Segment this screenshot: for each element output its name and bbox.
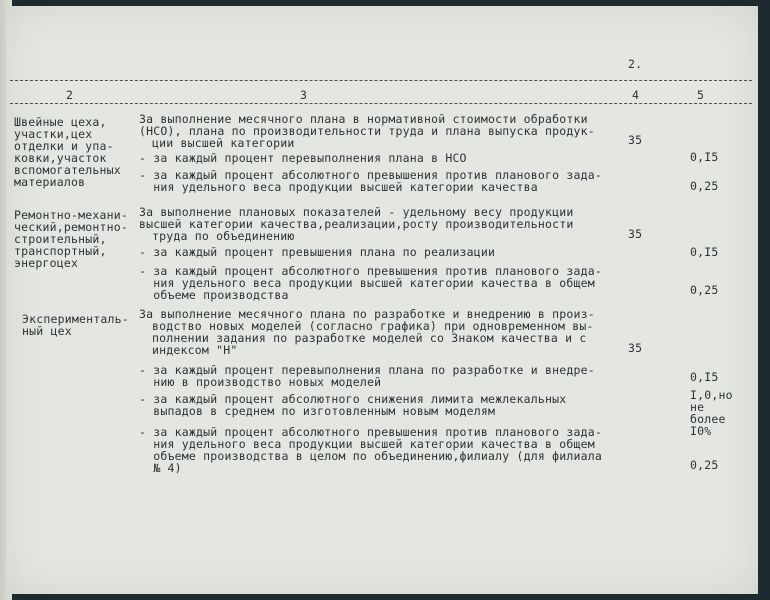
- main-value: 35: [628, 227, 643, 241]
- condition-line: За выполнение месячного плана в нормативной стоимости обработки: [139, 112, 588, 126]
- condition-line: (НСО), плана по производительности труда и плана выпуска продук-: [139, 124, 595, 138]
- unit-name-line: ческий,ремонтно-: [14, 220, 128, 234]
- column-header-4: 4: [632, 88, 640, 102]
- item-value: I,0,но не более I0%: [690, 388, 733, 438]
- document-page: [6, 6, 758, 594]
- unit-name-line: Эксперименталь-: [22, 312, 129, 326]
- item-value: 0,I5: [690, 370, 719, 384]
- condition-line: ции высшей категории: [152, 136, 295, 150]
- condition-line: высшей категории качества,реализации,росту производительности: [139, 217, 574, 231]
- item-value: 0,I5: [690, 150, 719, 164]
- item-line: - за каждый процент превышения плана по реализации: [139, 245, 496, 259]
- column-header-3: 3: [300, 88, 308, 102]
- item-line: нию в производство новых моделей: [139, 375, 382, 389]
- item-line: объеме производства в целом по объединению,филиалу (для филиала: [139, 449, 603, 463]
- unit-name-line: участки,цех: [14, 127, 93, 141]
- item-line: ния удельного веса продукции высшей категории качества в общем: [139, 276, 595, 290]
- condition-line: труда по объединению: [152, 229, 295, 243]
- item-line: ния удельного веса продукции высшей категории качества: [139, 180, 538, 194]
- item-line: - за каждый процент абсолютного превышения против планового зада-: [139, 168, 603, 182]
- unit-name-line: ный цех: [22, 324, 72, 338]
- item-line: - за каждый процент перевыполнения плана в НСО: [139, 151, 467, 165]
- main-value: 35: [628, 341, 643, 355]
- unit-name-line: энергоцех: [14, 256, 79, 270]
- item-line: - за каждый процент перевыполнения плана по разработке и внедре-: [139, 363, 595, 377]
- header-divider-top: [10, 80, 752, 81]
- column-header-2: 2: [66, 88, 74, 102]
- item-line: - за каждый процент абсолютного превышения против планового зада-: [139, 425, 603, 439]
- unit-name-line: отделки и упа-: [14, 139, 114, 153]
- item-line: объеме производства: [139, 288, 289, 302]
- page-number: 2.: [628, 57, 643, 71]
- unit-name-line: материалов: [14, 175, 86, 189]
- condition-line: индексом "Н": [152, 343, 238, 357]
- header-divider-bottom: [10, 103, 752, 104]
- condition-line: За выполнение плановых показателей - удельному весу продукции: [139, 205, 574, 219]
- item-value: 0,25: [690, 458, 719, 472]
- condition-line: полнении задания по разработке моделей со Знаком качества и с: [152, 331, 587, 345]
- unit-name-line: вспомогательных: [14, 163, 121, 177]
- item-line: выпадов в среднем по изготовленным новым моделям: [139, 404, 496, 418]
- main-value: 35: [628, 133, 643, 147]
- unit-name-line: Ремонтно-механи-: [14, 208, 128, 222]
- item-line: - за каждый процент абсолютного превышения против планового зада-: [139, 264, 603, 278]
- item-value: 0,I5: [690, 245, 719, 259]
- unit-name-line: транспортный,: [14, 244, 107, 258]
- item-line: № 4): [139, 461, 182, 475]
- item-value: 0,25: [690, 283, 719, 297]
- item-line: - за каждый процент абсолютного снижения лимита межлекальных: [139, 392, 567, 406]
- unit-name-line: строительный,: [14, 232, 107, 246]
- unit-name-line: ковки,участок: [14, 151, 107, 165]
- item-line: ния удельного веса продукции высшей категории качества в общем: [139, 437, 595, 451]
- column-header-5: 5: [697, 88, 705, 102]
- item-value: 0,25: [690, 179, 719, 193]
- condition-line: водство новых моделей (согласно графика) при одновременном вы-: [152, 319, 594, 333]
- condition-line: За выполнение месячного плана по разработке и внедрению в произ-: [139, 307, 595, 321]
- unit-name-line: Швейные цеха,: [14, 115, 107, 129]
